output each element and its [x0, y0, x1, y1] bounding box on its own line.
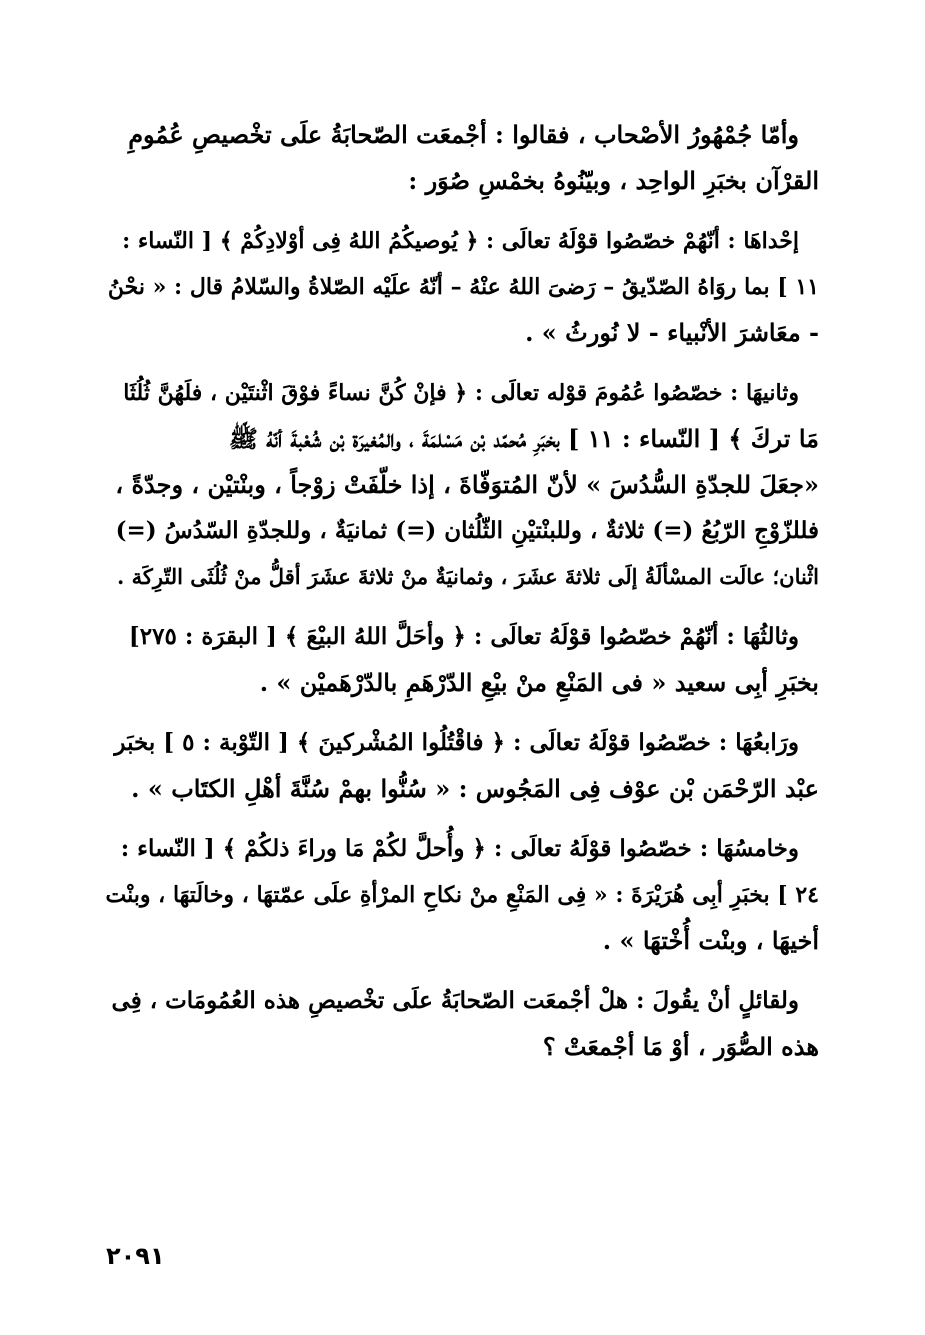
- text-line: القرْآن بخبَرِ الواحِد ، وبيّنُوهُ بخمْسِ صُوَر :: [408, 166, 819, 195]
- text-line: وخامسُهَا : خصّصُوا قوْلَهُ تعالَى : ﴿ وأُحلَّ لكُمْ مَا وراءَ ذلكُمْ ﴾ [ النّساء :: [120, 835, 799, 862]
- paragraph-first-case: [102, 218, 819, 356]
- paragraph-fourth-case: [102, 720, 819, 812]
- text-line: وثالثُهَا : أنّهُمْ خصّصُوا قوْلَهُ تعالَى : ﴿ وأحَلَّ اللهُ البيْعَ ﴾ [ البقرَة : ٢٧٥]: [128, 623, 799, 650]
- text-line: ١١ ] بما روَاهُ الصّدّيقُ – رَضىَ اللهُ عنْهُ – أنّهُ علَيْه الصّلاةُ والسّلامُ قال : « نحْنُ: [107, 274, 819, 300]
- text-line: «جعَلَ للجدّةِ السُّدُسَ » لأنّ المُتوَفّاةَ ، إذا خلّفَتْ زوْجاً ، وبنْتيْن ، وجدّةً ،: [115, 470, 819, 499]
- page-number: ٢٠٩١: [106, 1242, 165, 1270]
- paragraph-third-case: [102, 614, 819, 706]
- text-line: مَا تركَ ﴾ [ النّساء : ١١ ] بخبَرِ مُحمّد بْن مَسْلمَةَ ، والمُغيرَة بْن شُعْبةَ أنّهُ ﷺ: [228, 424, 819, 453]
- text-line: - معَاشرَ الأنْبياء - لا نُورثُ » .: [525, 318, 819, 347]
- text-line: ولقائلٍ أنْ يقُولَ : هلْ أجْمعَت الصّحابَةُ علَى تخْصيصِ هذه العُمُومَات ، فِى: [111, 987, 799, 1014]
- text-line: وأمّا جُمْهُورُ الأصْحاب ، فقالوا : أجْمعَت الصّحابَةُ علَى تخْصيصِ عُمُومِ: [128, 120, 799, 149]
- paragraph-fifth-case: [102, 826, 819, 964]
- paragraph-intro: [102, 112, 819, 204]
- text-line: ورَابعُهَا : خصّصُوا قوْلَهُ تعالَى : ﴿ فاقْتُلُوا المُشْركينَ ﴾ [ التّوْبة : ٥ ] بخبَر: [114, 729, 799, 756]
- text-line: إحْداهَا : أنّهُمْ خصّصُوا قوْلَهُ تعالَى : ﴿ يُوصيكُمُ اللهُ فِى أوْلادِكُمْ ﴾ [ النّساء :: [122, 228, 799, 254]
- text-line: فللزّوْجِ الرّبُعُ (=) ثلاثةٌ ، وللبنْتيْنِ الثّلُثان (=) ثمانيَةٌ ، وللجدّةِ السّدُسُ (=): [115, 517, 819, 544]
- text-line: اثْنان؛ عالَت المسْألَةُ إلَى ثلاثةَ عشَرَ ، وثمانيَةٌ منْ ثلاثةَ عشَرَ أقلُّ منْ ثُلُثَى التّرِكَة .: [116, 564, 819, 589]
- text-line: عبْد الرّحْمَن بْن عوْف فِى المَجُوس : « سُنُّوا بهمْ سُنَّةَ أهْلِ الكتَاب » .: [131, 774, 819, 803]
- text-line: ٢٤ ] بخبَرِ أبِى هُرَيْرَةَ : « فِى المَنْعِ منْ نكاحِ المرْأةِ علَى عمّتهَا ، وخالَتهَا ، وبنْت: [105, 882, 819, 908]
- text-line: أخيهَا ، وبنْت أُخْتهَا » .: [602, 926, 819, 955]
- text-line: هذه الصُّوَر ، أوْ مَا أجْمعَتْ ؟: [542, 1032, 819, 1061]
- paragraph-second-case: [102, 370, 819, 600]
- paragraph-objection: [102, 978, 819, 1070]
- text-line: بخبَرِ أبِى سعيد « فى المَنْعِ منْ بيْعِ الدّرْهَمِ بالدّرْهَميْن » .: [259, 668, 819, 697]
- text-line: وثانيهَا : خصّصُوا عُمُومَ قوْله تعالَى : ﴿ فإنْ كُنَّ نساءً فوْقَ اثْنتَيْن ، فلَهُنَّ ثُلُثَا: [123, 380, 799, 406]
